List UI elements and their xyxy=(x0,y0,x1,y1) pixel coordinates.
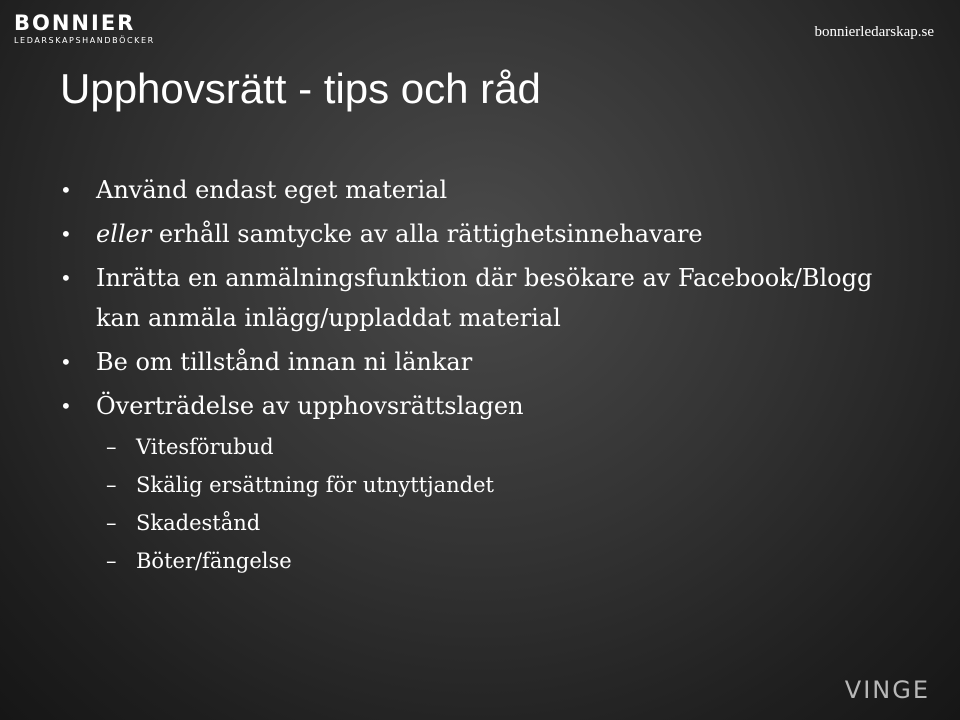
bullet-marker: • xyxy=(60,178,72,202)
bonnier-logo xyxy=(14,12,155,47)
bullet-marker: • xyxy=(60,394,72,418)
bullet-text: Överträdelse av upphovsrättslagen xyxy=(96,392,524,420)
sub-bullet-text: Böter/fängelse xyxy=(136,549,292,573)
bullet-marker: • xyxy=(60,222,72,246)
dash-marker: – xyxy=(106,511,117,535)
sub-bullet-item xyxy=(60,466,920,504)
dash-marker: – xyxy=(106,549,117,573)
sub-bullet-text: Skälig ersättning för utnyttjandet xyxy=(136,473,494,497)
bullet-item xyxy=(60,256,920,340)
bullet-emphasis: eller xyxy=(96,220,152,248)
slide-title: Upphovsrätt - tips och råd xyxy=(60,65,541,112)
sub-bullet-text: Skadestånd xyxy=(136,511,261,535)
bullet-text: Be om tillstånd innan ni länkar xyxy=(96,348,473,376)
bullet-item xyxy=(60,212,920,256)
sub-bullet-item xyxy=(60,428,920,466)
bullet-item xyxy=(60,340,920,384)
bullet-text: Inrätta en anmälningsfunktion där besökare av Facebook/Blogg kan anmäla inlägg/uppladdat material xyxy=(96,264,873,332)
logo-subtitle: LEDARSKAPSHANDBÖCKER xyxy=(14,36,155,45)
sub-bullet-item xyxy=(60,542,920,580)
dash-marker: – xyxy=(106,473,117,497)
vinge-logo: VINGE xyxy=(844,676,930,704)
site-url: bonnierledarskap.se xyxy=(814,24,934,40)
bullet-text: Använd endast eget material xyxy=(96,176,448,204)
bullet-marker: • xyxy=(60,266,72,290)
dash-marker: – xyxy=(106,435,117,459)
bullet-text: erhåll samtycke av alla rättighetsinnehavare xyxy=(151,220,703,248)
bullet-list xyxy=(60,168,920,580)
bullet-item xyxy=(60,168,920,212)
sub-bullet-text: Vitesförubud xyxy=(136,435,274,459)
logo-wordmark: BONNIER xyxy=(14,11,136,35)
bullet-marker: • xyxy=(60,350,72,374)
sub-bullet-item xyxy=(60,504,920,542)
bullet-item xyxy=(60,384,920,428)
